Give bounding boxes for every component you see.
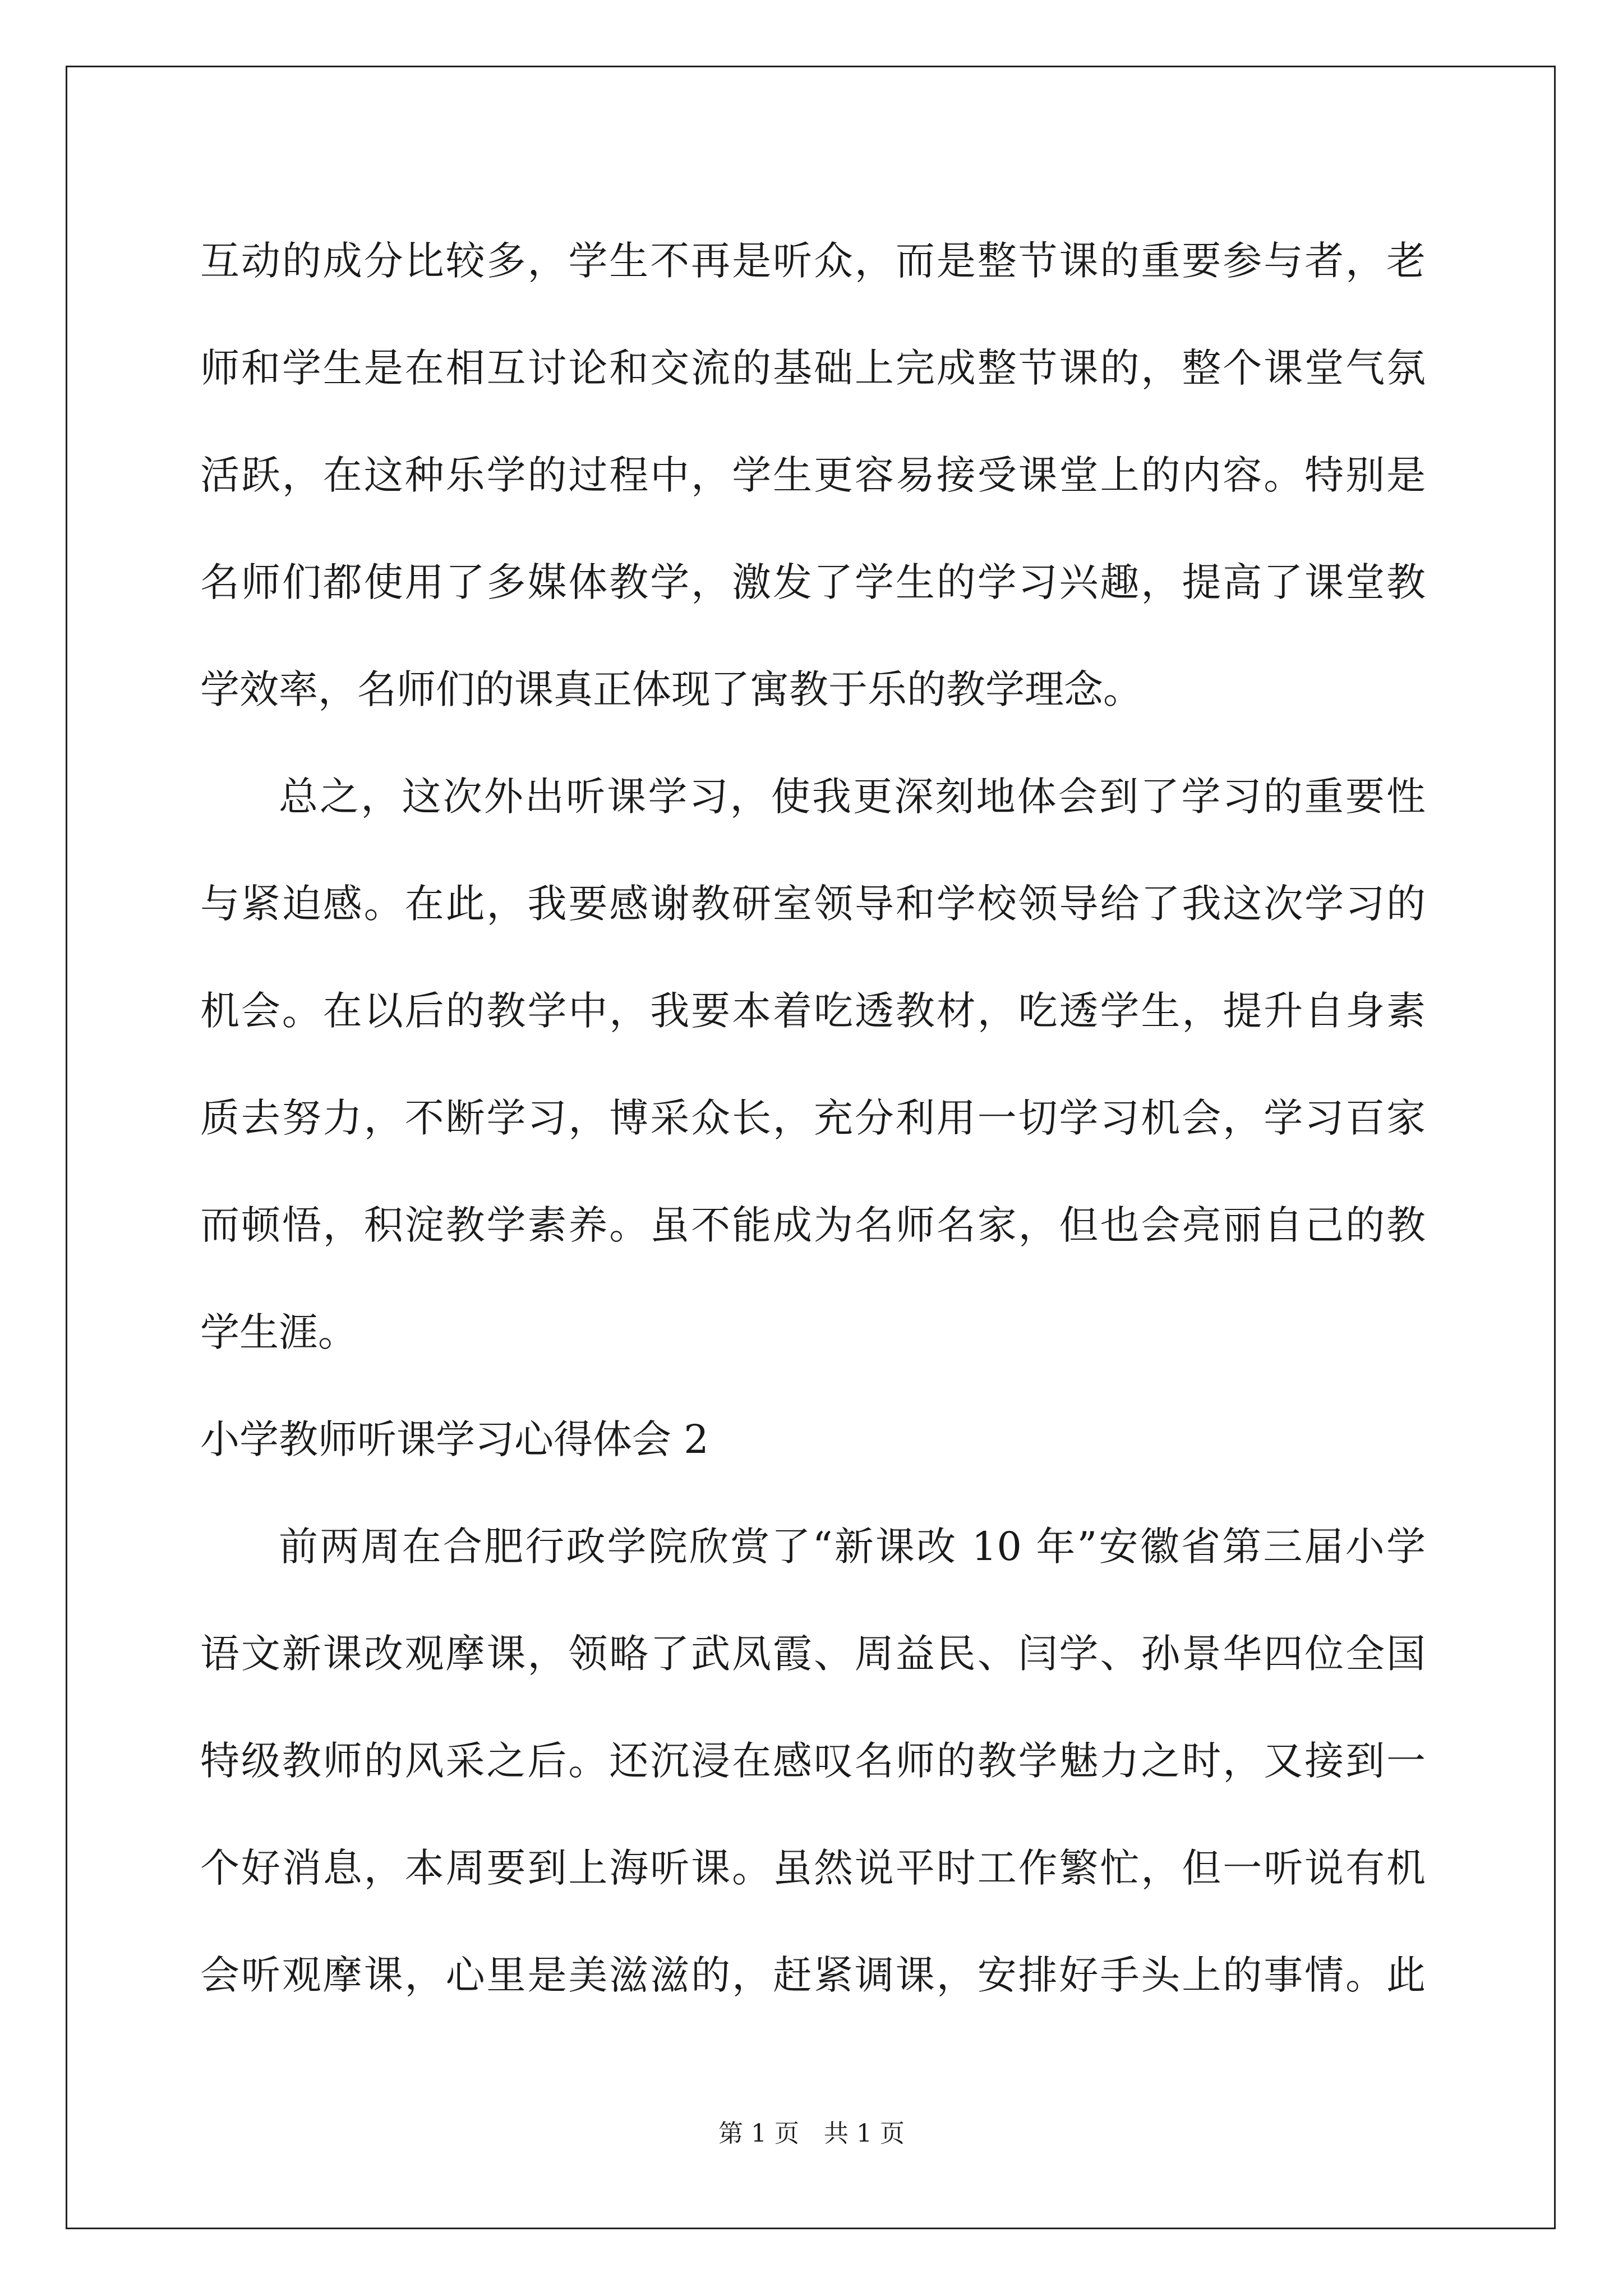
text-line: 质去努力，不断学习，博采众长，充分利用一切学习机会，学习百家 <box>200 1095 1426 1141</box>
text-line: 会听观摩课，心里是美滋滋的，赶紧调课，安排好手头上的事情。此 <box>200 1952 1426 1998</box>
paragraph-first-line: 总之，这次外出听课学习，使我更深刻地体会到了学习的重要性 <box>279 774 1426 820</box>
document-body <box>200 208 1426 2029</box>
text-line: 特级教师的风采之后。还沉浸在感叹名师的教学魅力之时，又接到一 <box>200 1738 1426 1784</box>
paragraph-first-line: 前两周在合肥行政学院欣赏了“新课改 10 年”安徽省第三届小学 <box>279 1524 1426 1570</box>
section-heading: 小学教师听课学习心得体会 2 <box>200 1416 709 1462</box>
page-footer <box>0 2117 1623 2151</box>
text-line: 而顿悟，积淀教学素养。虽不能成为名师名家，但也会亮丽自己的教 <box>200 1202 1426 1248</box>
text-line: 师和学生是在相互讨论和交流的基础上完成整节课的，整个课堂气氛 <box>200 345 1426 391</box>
text-line: 活跃，在这种乐学的过程中，学生更容易接受课堂上的内容。特别是 <box>200 452 1426 498</box>
text-line: 学生涯。 <box>200 1309 357 1355</box>
page-number: 第 1 页 <box>718 2119 799 2148</box>
text-line: 学效率，名师们的课真正体现了寓教于乐的教学理念。 <box>200 666 1142 712</box>
text-line: 语文新课改观摩课，领略了武凤霞、周益民、闫学、孙景华四位全国 <box>200 1631 1426 1677</box>
text-line: 名师们都使用了多媒体教学，激发了学生的学习兴趣，提高了课堂教 <box>200 559 1426 605</box>
text-line: 互动的成分比较多，学生不再是听众，而是整节课的重要参与者，老 <box>200 238 1426 284</box>
text-line: 机会。在以后的教学中，我要本着吃透教材，吃透学生，提升自身素 <box>200 988 1426 1034</box>
text-line: 个好消息，本周要到上海听课。虽然说平时工作繁忙，但一听说有机 <box>200 1845 1426 1891</box>
page-total: 共 1 页 <box>824 2119 905 2148</box>
text-line: 与紧迫感。在此，我要感谢教研室领导和学校领导给了我这次学习的 <box>200 881 1426 927</box>
